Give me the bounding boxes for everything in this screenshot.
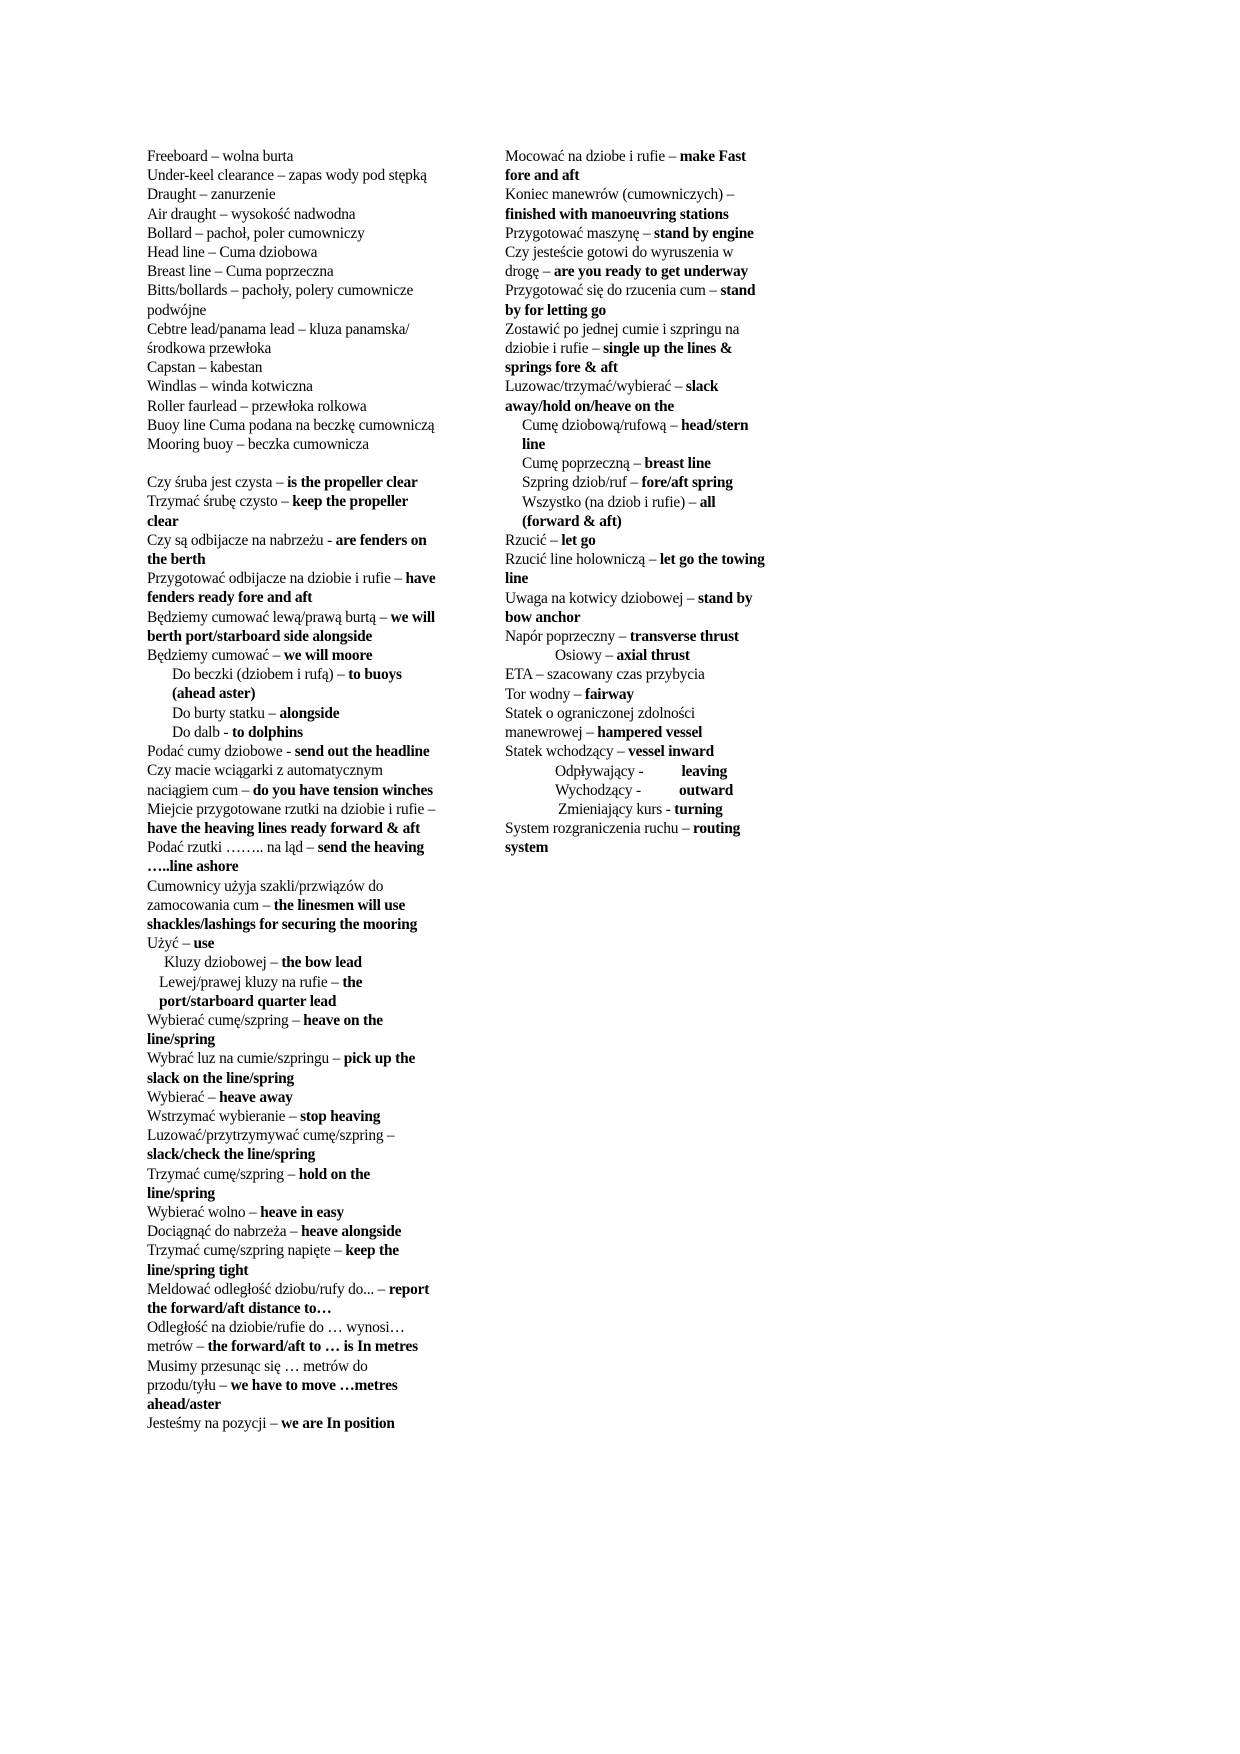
english-term: send out the headline	[294, 743, 430, 761]
glossary-entry	[147, 397, 437, 416]
polish-term: Trzymać śrubę czysto –	[147, 493, 293, 511]
english-term: is the propeller clear	[287, 474, 418, 492]
glossary-entry	[147, 166, 437, 185]
english-term: to buoys (ahead aster)	[172, 666, 402, 703]
english-term: let go the towing line	[505, 551, 765, 588]
glossary-entry	[505, 243, 765, 281]
english-term: heave away	[219, 1088, 293, 1106]
paragraph-gap	[147, 454, 437, 473]
glossary-entry	[147, 1203, 437, 1222]
polish-term: Napór poprzeczny –	[505, 628, 630, 646]
english-term: hampered vessel	[597, 724, 703, 742]
polish-term: Wychodzący -	[555, 781, 641, 799]
polish-term: Do beczki (dziobem i rufą) –	[172, 666, 349, 684]
polish-term: Czy są odbijacze na nabrzeżu -	[147, 531, 336, 549]
glossary-entry	[147, 358, 437, 377]
polish-term: Wybrać luz na cumie/szpringu –	[147, 1050, 344, 1068]
glossary-entry	[147, 723, 437, 742]
glossary-entry	[505, 781, 765, 800]
polish-term: Koniec manewrów (cumowniczych) –	[505, 186, 735, 204]
english-term: stand by engine	[654, 224, 754, 242]
polish-term: Rzucić –	[505, 532, 562, 550]
glossary-entry	[147, 416, 437, 435]
glossary-entry	[147, 262, 437, 281]
english-term: the bow lead	[281, 954, 362, 972]
polish-term: Draught – zanurzenie	[147, 186, 276, 204]
polish-term: Przygotować się do rzucenia cum –	[505, 282, 721, 300]
english-term: slack away/hold on/heave on the	[505, 378, 719, 415]
english-term: let go	[561, 532, 596, 550]
glossary-entry	[147, 435, 437, 454]
glossary-entry	[147, 281, 437, 319]
english-term: slack/check the line/spring	[147, 1146, 316, 1164]
english-term: leaving	[681, 762, 728, 780]
glossary-entry	[147, 224, 437, 243]
glossary-entry	[147, 761, 437, 799]
english-term: have fenders ready fore and aft	[147, 570, 436, 607]
english-term: stand by for letting go	[505, 282, 756, 319]
english-term: send the heaving …..line ashore	[147, 839, 424, 876]
glossary-entry	[505, 685, 765, 704]
polish-term: Wybierać –	[147, 1088, 220, 1106]
glossary-entry	[147, 1165, 437, 1203]
polish-term: Windlas – winda kotwiczna	[147, 378, 313, 396]
polish-term: Luzowac/trzymać/wybierać –	[505, 378, 686, 396]
english-term: axial thrust	[616, 647, 690, 665]
polish-term: Capstan – kabestan	[147, 359, 263, 377]
glossary-entry	[505, 819, 765, 857]
glossary-entry	[505, 550, 765, 588]
polish-term: Freeboard – wolna burta	[147, 148, 294, 165]
glossary-entry	[147, 473, 437, 492]
english-term: stand by bow anchor	[505, 589, 753, 626]
english-term: make Fast fore and aft	[505, 148, 746, 185]
polish-term: Cumę dziobową/rufową –	[522, 416, 682, 434]
glossary-entry	[505, 320, 765, 378]
polish-term: Air draught – wysokość nadwodna	[147, 205, 356, 223]
glossary-entry	[505, 185, 765, 223]
english-term: routing system	[505, 820, 741, 857]
glossary-entry	[505, 416, 765, 454]
english-term: we will moore	[283, 647, 373, 665]
english-term: we are In position	[281, 1415, 395, 1433]
english-term: transverse thrust	[629, 628, 739, 646]
glossary-entry	[147, 1241, 437, 1279]
polish-term: Użyć –	[147, 935, 194, 953]
polish-term: Kluzy dziobowej –	[164, 954, 282, 972]
glossary-entry	[147, 934, 437, 953]
polish-term: Cumownicy użyja szakli/przwiązów do zamocowania cum –	[147, 877, 384, 914]
glossary-entry	[147, 877, 437, 935]
english-term: single up the lines & springs fore & aft	[505, 340, 733, 377]
polish-term: Mooring buoy – beczka cumownicza	[147, 436, 369, 454]
glossary-entry	[147, 1126, 437, 1164]
glossary-entry	[505, 377, 765, 415]
polish-term: Odpływający -	[555, 762, 644, 780]
polish-term: Musimy przesunąc się … metrów do przodu/tyłu –	[147, 1357, 368, 1394]
english-term: hold on the line/spring	[147, 1165, 371, 1202]
english-term: keep the line/spring tight	[147, 1242, 399, 1279]
glossary-entry	[147, 1011, 437, 1049]
english-term: use	[193, 935, 215, 953]
glossary-entry	[505, 473, 765, 492]
polish-term: Roller faurlead – przewłoka rolkowa	[147, 397, 367, 415]
glossary-entry	[505, 665, 765, 684]
polish-term: Wybierać wolno –	[147, 1203, 261, 1221]
glossary-entry	[147, 1414, 437, 1433]
polish-term: Podać cumy dziobowe -	[147, 743, 295, 761]
glossary-entry	[147, 1357, 437, 1415]
polish-term: Do burty statku –	[172, 704, 280, 722]
left-column	[147, 147, 437, 1433]
polish-term: Osiowy –	[555, 647, 617, 665]
polish-term: Cebtre lead/panama lead – kluza panamska/środkowa przewłoka	[147, 320, 410, 358]
polish-term: Przygotować maszynę –	[505, 224, 655, 242]
polish-term: Meldować odległość dziobu/rufy do... –	[147, 1280, 389, 1298]
glossary-entry	[147, 377, 437, 396]
polish-term: Przygotować odbijacze na dziobie i rufie –	[147, 570, 406, 588]
polish-term: Do dalb -	[172, 723, 232, 741]
english-term: have the heaving lines ready forward & aft	[147, 819, 421, 837]
polish-term: Zmieniający kurs -	[558, 800, 675, 818]
glossary-entry	[505, 224, 765, 243]
glossary-entry	[147, 646, 437, 665]
polish-term: Będziemy cumować –	[147, 647, 284, 665]
glossary-entry	[505, 742, 765, 761]
polish-term: Odległość na dziobie/rufie do … wynosi…metrów –	[147, 1319, 405, 1356]
polish-term: Mocować na dziobe i rufie –	[505, 148, 680, 165]
glossary-entry	[147, 1280, 437, 1318]
polish-term: Czy śruba jest czysta –	[147, 474, 288, 492]
glossary-entry	[147, 1222, 437, 1241]
polish-term: Statek wchodzący –	[505, 743, 629, 761]
polish-term: Zostawić po jednej cumie i szpringu na dziobie i rufie –	[505, 320, 740, 358]
glossary-entry	[505, 762, 765, 781]
glossary-entry	[147, 608, 437, 646]
english-term: are fenders on the berth	[147, 531, 427, 569]
glossary-entry	[505, 704, 765, 742]
glossary-entry	[147, 800, 437, 838]
polish-term: Lewej/prawej kluzy na rufie –	[159, 973, 343, 991]
glossary-entry	[147, 569, 437, 607]
english-term: heave in easy	[260, 1203, 344, 1221]
polish-term: Jesteśmy na pozycji –	[147, 1415, 282, 1433]
english-term: outward	[678, 781, 734, 799]
glossary-entry	[147, 704, 437, 723]
polish-term: Statek o ograniczonej zdolności manewrowej –	[505, 704, 695, 742]
polish-term: Wybierać cumę/szpring –	[147, 1011, 304, 1029]
polish-term: Wszystko (na dziob i rufie) –	[522, 493, 700, 511]
glossary-entry	[505, 454, 765, 473]
english-term: report the forward/aft distance to…	[147, 1280, 430, 1317]
english-term: stop heaving	[300, 1107, 381, 1125]
english-term: heave alongside	[301, 1223, 402, 1241]
polish-term: Rzucić line holowniczą –	[505, 551, 660, 569]
polish-term: Trzymać cumę/szpring napięte –	[147, 1242, 346, 1260]
polish-term: Czy jesteście gotowi do wyruszenia w drogę –	[505, 244, 734, 281]
glossary-entry	[147, 492, 437, 530]
glossary-entry	[147, 1049, 437, 1087]
polish-term: Uwaga na kotwicy dziobowej –	[505, 589, 698, 607]
english-term: the port/starboard quarter lead	[159, 973, 363, 1010]
english-term: we have to move …metres ahead/aster	[147, 1376, 398, 1413]
glossary-entry	[505, 493, 765, 531]
polish-term: Luzować/przytrzymywać cumę/szpring –	[147, 1127, 395, 1145]
polish-term: Wstrzymać wybieranie –	[147, 1107, 301, 1125]
polish-term: Under-keel clearance – zapas wody pod stępką	[147, 167, 427, 185]
polish-term: ETA – szacowany czas przybycia	[505, 666, 705, 684]
polish-term: Tor wodny –	[505, 685, 585, 703]
glossary-entry	[147, 1088, 437, 1107]
polish-term: Buoy line Cuma podana na beczkę cumowniczą	[147, 416, 435, 434]
polish-term: Podać rzutki …….. na ląd –	[147, 839, 318, 857]
english-term: the linesmen will use shackles/lashings for securing the mooring	[147, 896, 418, 933]
polish-term: Czy macie wciągarki z automatycznym naciągiem cum –	[147, 762, 383, 799]
glossary-entry	[147, 320, 437, 358]
glossary-entry	[505, 627, 765, 646]
english-term: to dolphins	[231, 723, 303, 741]
glossary-entry	[147, 205, 437, 224]
glossary-entry	[505, 281, 765, 319]
english-term: alongside	[279, 704, 340, 722]
english-term: head/stern line	[522, 416, 749, 454]
right-column	[505, 147, 765, 858]
glossary-entry	[147, 838, 437, 876]
polish-term: System rozgraniczenia ruchu –	[505, 820, 694, 838]
glossary-entry	[505, 589, 765, 627]
glossary-entry	[147, 185, 437, 204]
english-term: turning	[674, 800, 723, 818]
english-term: fore/aft spring	[641, 474, 733, 492]
polish-term: Miejcie przygotowane rzutki na dziobie i rufie –	[147, 800, 436, 818]
glossary-entry	[147, 742, 437, 761]
english-term: the forward/aft to … is In metres	[207, 1338, 418, 1356]
english-term: vessel inward	[628, 743, 715, 761]
glossary-entry	[147, 953, 437, 972]
polish-term: Cumę poprzeczną –	[522, 455, 645, 473]
english-term: are you ready to get underway	[553, 263, 748, 281]
english-term: finished with manoeuvring stations	[505, 205, 729, 223]
glossary-entry	[147, 1107, 437, 1126]
glossary-entry	[147, 531, 437, 569]
english-term: pick up the slack on the line/spring	[147, 1050, 416, 1087]
glossary-entry	[505, 646, 765, 665]
polish-term: Head line – Cuma dziobowa	[147, 244, 318, 262]
glossary-entry	[147, 973, 437, 1011]
english-term: breast line	[644, 455, 711, 473]
english-term: do you have tension winches	[252, 781, 433, 799]
glossary-entry	[505, 147, 765, 185]
glossary-entry	[147, 243, 437, 262]
english-term: keep the propeller clear	[147, 493, 408, 530]
polish-term: Szpring dziob/ruf –	[522, 474, 642, 492]
polish-term: Dociągnąć do nabrzeża –	[147, 1223, 302, 1241]
english-term: we will berth port/starboard side alongside	[147, 608, 435, 645]
english-term: all (forward & aft)	[522, 493, 716, 530]
glossary-entry	[147, 665, 437, 703]
polish-term: Trzymać cumę/szpring –	[147, 1165, 299, 1183]
polish-term: Bitts/bollards – pachoły, polery cumownicze podwójne	[147, 282, 414, 319]
english-term: heave on the line/spring	[147, 1011, 383, 1049]
glossary-entry	[147, 1318, 437, 1356]
english-term: fairway	[584, 685, 634, 703]
polish-term: Bollard – pachoł, poler cumowniczy	[147, 224, 365, 242]
glossary-entry	[147, 147, 437, 166]
glossary-entry	[505, 531, 765, 550]
polish-term: Breast line – Cuma poprzeczna	[147, 263, 334, 281]
polish-term: Będziemy cumować lewą/prawą burtą –	[147, 608, 391, 626]
glossary-entry	[505, 800, 765, 819]
